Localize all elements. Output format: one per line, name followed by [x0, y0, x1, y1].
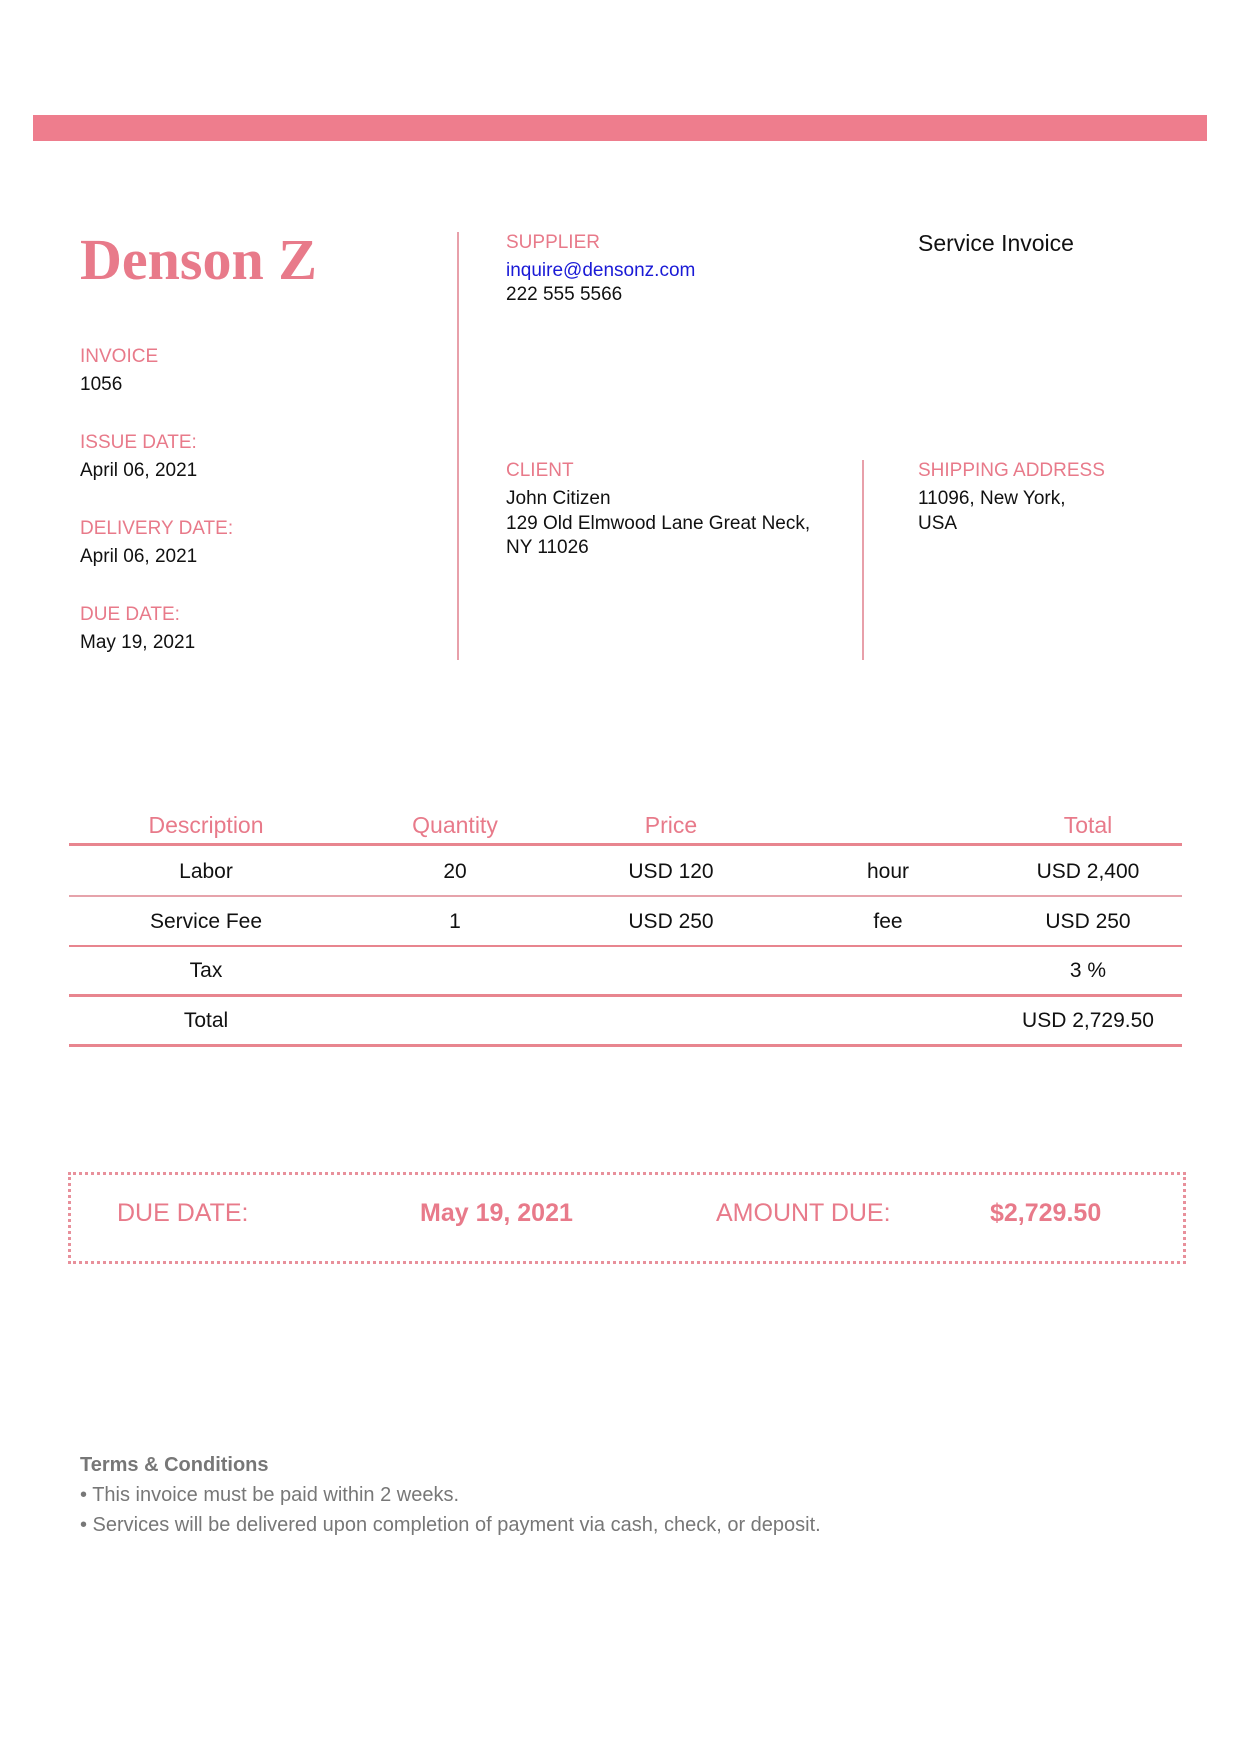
due-date-label: DUE DATE: [80, 604, 180, 625]
tax-label: Tax [189, 959, 223, 982]
supplier-label: SUPPLIER [506, 232, 600, 253]
total-label: Total [183, 1009, 229, 1032]
header-accent-bar [33, 115, 1207, 141]
amount-due-label: AMOUNT DUE: [716, 1199, 891, 1227]
row-divider [69, 945, 1182, 947]
column-header-description: Description [148, 812, 264, 838]
column-header-total: Total [1063, 812, 1113, 838]
column-header-price: Price [644, 812, 698, 838]
row-quantity: 20 [443, 860, 467, 883]
client-shipping-divider [862, 460, 864, 660]
terms-item: • This invoice must be paid within 2 weeks. [80, 1484, 460, 1506]
invoice-number-label: INVOICE [80, 346, 159, 367]
issue-date: April 06, 2021 [80, 460, 198, 481]
client-label: CLIENT [506, 460, 574, 481]
row-unit: fee [873, 910, 903, 933]
due-date: May 19, 2021 [80, 632, 196, 653]
row-unit: hour [866, 860, 910, 883]
issue-date-label: ISSUE DATE: [80, 432, 197, 453]
document-type: Service Invoice [918, 230, 1074, 256]
column-divider [457, 232, 459, 660]
delivery-date-label: DELIVERY DATE: [80, 518, 234, 539]
supplier-phone: 222 555 5566 [506, 284, 623, 305]
client-address-line1: 129 Old Elmwood Lane Great Neck, [506, 513, 811, 534]
table-bottom-rule [69, 1044, 1182, 1047]
row-total: USD 250 [1045, 910, 1131, 933]
summary-due-date: May 19, 2021 [420, 1199, 573, 1227]
shipping-address-label: SHIPPING ADDRESS [918, 460, 1105, 481]
row-description: Service Fee [149, 910, 263, 933]
company-name: Denson Z [80, 227, 317, 292]
row-quantity: 1 [449, 910, 461, 933]
column-header-quantity: Quantity [412, 812, 498, 838]
row-description: Labor [179, 860, 233, 883]
amount-due-value: $2,729.50 [990, 1199, 1102, 1227]
terms-item: • Services will be delivered upon completion of payment via cash, check, or deposit. [80, 1514, 821, 1536]
invoice-number: 1056 [80, 374, 123, 395]
tax-value: 3 % [1069, 959, 1107, 982]
client-name: John Citizen [506, 488, 611, 509]
terms-title: Terms & Conditions [80, 1454, 269, 1476]
row-divider [69, 994, 1182, 997]
row-price: USD 250 [628, 910, 714, 933]
shipping-address-line2: USA [918, 513, 958, 534]
summary-due-date-label: DUE DATE: [117, 1199, 249, 1227]
shipping-address-line1: 11096, New York, [918, 488, 1066, 509]
row-price: USD 120 [628, 860, 714, 883]
total-value: USD 2,729.50 [1022, 1009, 1154, 1032]
supplier-email-link[interactable]: inquire@densonz.com [506, 260, 696, 281]
row-total: USD 2,400 [1036, 860, 1140, 883]
table-header-rule [69, 843, 1182, 846]
row-divider [69, 895, 1182, 897]
client-address-line2: NY 11026 [506, 537, 589, 558]
delivery-date: April 06, 2021 [80, 546, 198, 567]
